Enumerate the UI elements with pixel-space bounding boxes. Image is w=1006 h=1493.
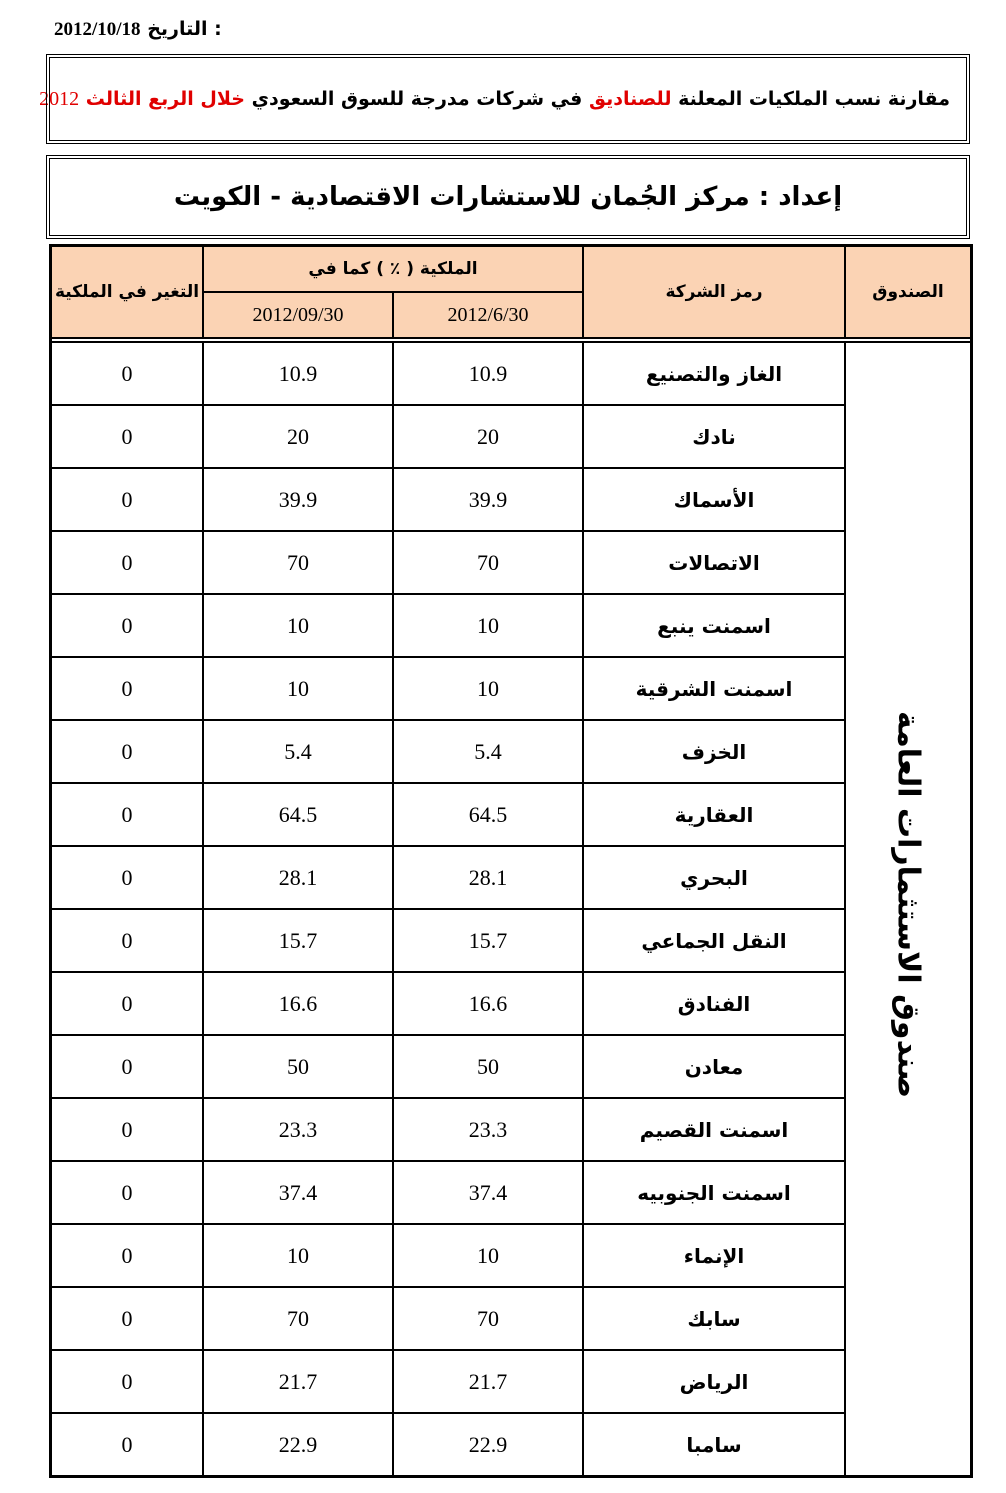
table-row xyxy=(51,468,971,531)
table-body xyxy=(51,338,971,1476)
ownership-q3-cell: 10 xyxy=(203,657,393,720)
change-cell: 0 xyxy=(51,657,203,720)
ownership-q2-cell: 64.5 xyxy=(393,783,583,846)
company-cell: الخزف xyxy=(583,720,845,783)
ownership-q3-cell: 20 xyxy=(203,405,393,468)
ownership-q2-cell: 50 xyxy=(393,1035,583,1098)
prepared-by-box xyxy=(49,158,967,236)
change-cell: 0 xyxy=(51,1098,203,1161)
ownership-q3-cell: 5.4 xyxy=(203,720,393,783)
change-cell: 0 xyxy=(51,342,203,405)
ownership-q2-cell: 70 xyxy=(393,531,583,594)
table-row xyxy=(51,1287,971,1350)
date-label: التاريخ : xyxy=(147,18,222,40)
company-cell: سابك xyxy=(583,1287,845,1350)
company-cell: الاتصالات xyxy=(583,531,845,594)
company-cell: الإنماء xyxy=(583,1224,845,1287)
change-cell: 0 xyxy=(51,468,203,531)
company-cell: معادن xyxy=(583,1035,845,1098)
title-box xyxy=(39,57,967,141)
ownership-q3-cell: 39.9 xyxy=(203,468,393,531)
ownership-q3-cell: 70 xyxy=(203,1287,393,1350)
ownership-q3-cell: 10.9 xyxy=(203,342,393,405)
table-row xyxy=(51,1224,971,1287)
prepared-org: مركز الجُمان للاستشارات الاقتصادية - الكويت xyxy=(173,182,750,212)
header-change: التغير في الملكية xyxy=(51,246,203,338)
ownership-q2-cell: 22.9 xyxy=(393,1413,583,1476)
table-row xyxy=(51,1413,971,1476)
change-cell: 0 xyxy=(51,720,203,783)
change-cell: 0 xyxy=(51,846,203,909)
prepared-by xyxy=(174,182,842,212)
change-cell: 0 xyxy=(51,405,203,468)
ownership-q3-cell: 70 xyxy=(203,531,393,594)
ownership-q3-cell: 64.5 xyxy=(203,783,393,846)
change-cell: 0 xyxy=(51,1287,203,1350)
ownership-q3-cell: 10 xyxy=(203,594,393,657)
ownership-q3-cell: 22.9 xyxy=(203,1413,393,1476)
company-cell: العقارية xyxy=(583,783,845,846)
ownership-q2-cell: 20 xyxy=(393,405,583,468)
table-row xyxy=(51,594,971,657)
header-date-q3: 2012/09/30 xyxy=(203,292,393,338)
ownership-table xyxy=(49,244,973,1478)
title-year: 2012 xyxy=(39,87,80,110)
table-row xyxy=(51,405,971,468)
header-fund: الصندوق xyxy=(845,246,971,338)
fund-name-cell xyxy=(845,342,971,1476)
ownership-q3-cell: 23.3 xyxy=(203,1098,393,1161)
fund-name: صندوق الاستثمارات العامة xyxy=(890,711,926,1099)
table-row xyxy=(51,1035,971,1098)
table-row xyxy=(51,657,971,720)
change-cell: 0 xyxy=(51,1413,203,1476)
ownership-q3-cell: 28.1 xyxy=(203,846,393,909)
change-cell: 0 xyxy=(51,1035,203,1098)
ownership-q2-cell: 37.4 xyxy=(393,1161,583,1224)
company-cell: نادك xyxy=(583,405,845,468)
ownership-q2-cell: 15.7 xyxy=(393,909,583,972)
table-row xyxy=(51,846,971,909)
change-cell: 0 xyxy=(51,531,203,594)
table-row xyxy=(51,909,971,972)
ownership-q3-cell: 16.6 xyxy=(203,972,393,1035)
company-cell: اسمنت الجنوبيه xyxy=(583,1161,845,1224)
ownership-q3-cell: 10 xyxy=(203,1224,393,1287)
title-part4: خلال الربع الثالث xyxy=(85,87,245,110)
ownership-q2-cell: 10.9 xyxy=(393,342,583,405)
table-row xyxy=(51,972,971,1035)
ownership-q2-cell: 16.6 xyxy=(393,972,583,1035)
table-row xyxy=(51,1098,971,1161)
title-part3: في شركات مدرجة للسوق السعودي xyxy=(251,87,583,110)
header-date-q2: 2012/6/30 xyxy=(393,292,583,338)
company-cell: اسمنت ينبع xyxy=(583,594,845,657)
ownership-q2-cell: 39.9 xyxy=(393,468,583,531)
report-date xyxy=(54,18,222,41)
table-row xyxy=(51,531,971,594)
company-cell: البحري xyxy=(583,846,845,909)
ownership-q3-cell: 15.7 xyxy=(203,909,393,972)
company-cell: الرياض xyxy=(583,1350,845,1413)
company-cell: اسمنت الشرقية xyxy=(583,657,845,720)
change-cell: 0 xyxy=(51,1161,203,1224)
table-row xyxy=(51,1161,971,1224)
title-part2: للصناديق xyxy=(588,87,672,110)
company-cell: الفنادق xyxy=(583,972,845,1035)
ownership-q2-cell: 5.4 xyxy=(393,720,583,783)
table-row xyxy=(51,1350,971,1413)
header-company: رمز الشركة xyxy=(583,246,845,338)
page-title xyxy=(39,88,950,111)
ownership-q2-cell: 10 xyxy=(393,1224,583,1287)
company-cell: اسمنت القصيم xyxy=(583,1098,845,1161)
company-cell: الغاز والتصنيع xyxy=(583,342,845,405)
title-part1: مقارنة نسب الملكيات المعلنة xyxy=(678,87,950,110)
company-cell: النقل الجماعي xyxy=(583,909,845,972)
prepared-label: إعداد : xyxy=(758,182,843,212)
header-ownership: الملكية ( ٪ ) كما في xyxy=(203,246,583,292)
table-row xyxy=(51,783,971,846)
ownership-q2-cell: 10 xyxy=(393,657,583,720)
ownership-q2-cell: 28.1 xyxy=(393,846,583,909)
change-cell: 0 xyxy=(51,1224,203,1287)
change-cell: 0 xyxy=(51,594,203,657)
change-cell: 0 xyxy=(51,972,203,1035)
ownership-q2-cell: 10 xyxy=(393,594,583,657)
ownership-q2-cell: 23.3 xyxy=(393,1098,583,1161)
ownership-q2-cell: 70 xyxy=(393,1287,583,1350)
company-cell: سامبا xyxy=(583,1413,845,1476)
table-row xyxy=(51,720,971,783)
change-cell: 0 xyxy=(51,1350,203,1413)
ownership-q3-cell: 37.4 xyxy=(203,1161,393,1224)
table-row xyxy=(51,342,971,405)
ownership-q3-cell: 50 xyxy=(203,1035,393,1098)
ownership-q2-cell: 21.7 xyxy=(393,1350,583,1413)
date-value: 2012/10/18 xyxy=(54,19,141,40)
company-cell: الأسماك xyxy=(583,468,845,531)
change-cell: 0 xyxy=(51,909,203,972)
change-cell: 0 xyxy=(51,783,203,846)
ownership-q3-cell: 21.7 xyxy=(203,1350,393,1413)
